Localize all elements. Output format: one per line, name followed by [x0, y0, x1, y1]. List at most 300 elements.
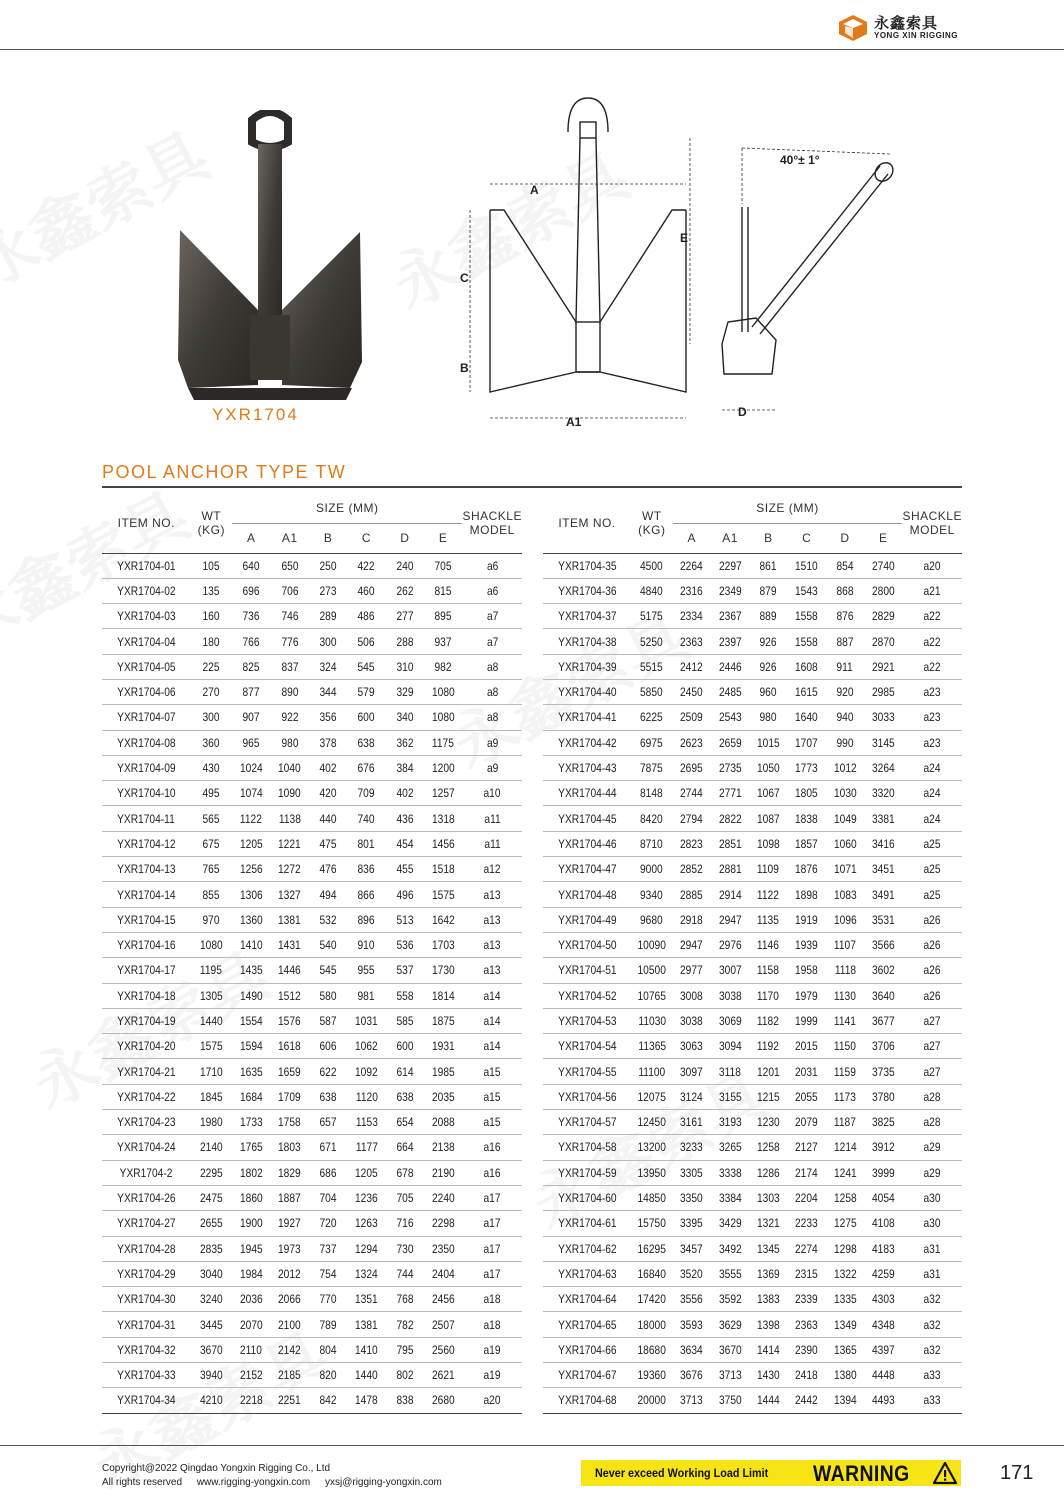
table-row — [102, 1236, 522, 1261]
table-cell: 8420 — [631, 806, 673, 831]
table-cell: 3338 — [711, 1160, 749, 1185]
table-cell: 1999 — [788, 1008, 826, 1033]
table-row — [102, 1008, 522, 1033]
table-cell: 776 — [270, 629, 309, 654]
table-cell: 676 — [347, 755, 386, 780]
table-cell: 4183 — [864, 1236, 902, 1261]
table-row — [543, 1135, 962, 1160]
table-cell: 2138 — [424, 1135, 463, 1160]
table-cell: 926 — [749, 629, 787, 654]
table-cell: 671 — [309, 1135, 347, 1160]
table-cell: 2412 — [673, 654, 711, 679]
table-cell: 1919 — [788, 907, 826, 932]
table-cell: 1410 — [347, 1337, 386, 1362]
website-link[interactable]: www.rigging-yongxin.com — [196, 1477, 311, 1488]
table-cell: 2079 — [788, 1110, 826, 1135]
table-cell: 3038 — [673, 1008, 711, 1033]
section-title: POOL ANCHOR TYPE TW — [102, 462, 347, 482]
table-cell: 640 — [232, 553, 271, 578]
table-cell: a27 — [902, 1008, 962, 1033]
table-cell: 1122 — [749, 882, 787, 907]
table-row — [543, 1008, 962, 1033]
table-cell: a25 — [902, 857, 962, 882]
table-cell: 3713 — [673, 1388, 711, 1413]
table-cell: 422 — [347, 553, 386, 578]
table-cell: YXR1704-12 — [102, 831, 191, 856]
table-cell: 837 — [270, 654, 309, 679]
table-row — [102, 907, 522, 932]
table-cell: 402 — [309, 755, 347, 780]
table-cell: YXR1704-10 — [102, 781, 191, 806]
spec-table-left — [102, 493, 522, 1414]
table-cell: 545 — [347, 654, 386, 679]
table-cell: 1074 — [232, 781, 271, 806]
table-cell: 600 — [386, 1034, 424, 1059]
table-cell: a31 — [902, 1261, 962, 1286]
table-cell: YXR1704-68 — [543, 1388, 631, 1413]
table-cell: YXR1704-34 — [102, 1388, 191, 1413]
table-cell: YXR1704-37 — [543, 604, 631, 629]
table-cell: 770 — [309, 1287, 347, 1312]
title-rule — [102, 486, 962, 488]
table-cell: 1322 — [826, 1261, 864, 1286]
table-row — [543, 654, 962, 679]
table-cell: 3416 — [864, 831, 902, 856]
table-row — [102, 553, 522, 578]
table-cell: 16295 — [631, 1236, 673, 1261]
table-cell: 606 — [309, 1034, 347, 1059]
table-row — [543, 1312, 962, 1337]
table-cell: 3670 — [191, 1337, 232, 1362]
table-cell: 1177 — [347, 1135, 386, 1160]
table-cell: 1394 — [826, 1388, 864, 1413]
table-cell: 1122 — [232, 806, 271, 831]
table-cell: 2274 — [788, 1236, 826, 1261]
table-cell: 1303 — [749, 1185, 787, 1210]
table-cell: 6975 — [631, 730, 673, 755]
table-cell: 1098 — [749, 831, 787, 856]
table-cell: 536 — [386, 932, 424, 957]
table-cell: 240 — [386, 553, 424, 578]
table-cell: a18 — [462, 1287, 522, 1312]
table-cell: 1275 — [826, 1211, 864, 1236]
table-cell: a26 — [902, 932, 962, 957]
table-cell: YXR1704-63 — [543, 1261, 631, 1286]
table-cell: 3999 — [864, 1160, 902, 1185]
table-cell: a27 — [902, 1034, 962, 1059]
table-cell: YXR1704-22 — [102, 1084, 191, 1109]
table-cell: 782 — [386, 1312, 424, 1337]
table-cell: YXR1704-32 — [102, 1337, 191, 1362]
table-cell: YXR1704-54 — [543, 1034, 631, 1059]
table-cell: 18680 — [631, 1337, 673, 1362]
table-cell: 8148 — [631, 781, 673, 806]
table-cell: a20 — [462, 1388, 522, 1413]
table-cell: 1875 — [424, 1008, 463, 1033]
table-cell: 1931 — [424, 1034, 463, 1059]
table-row — [543, 730, 962, 755]
table-cell: 2204 — [788, 1185, 826, 1210]
table-cell: a8 — [462, 679, 522, 704]
table-cell: 2655 — [191, 1211, 232, 1236]
table-cell: 709 — [347, 781, 386, 806]
email-link[interactable]: yxsj@rigging-yongxin.com — [324, 1477, 442, 1488]
table-cell: 1318 — [424, 806, 463, 831]
table-cell: 980 — [270, 730, 309, 755]
table-cell: 970 — [191, 907, 232, 932]
table-cell: 262 — [386, 578, 424, 603]
table-cell: 2339 — [788, 1287, 826, 1312]
table-cell: 2507 — [424, 1312, 463, 1337]
table-cell: 920 — [826, 679, 864, 704]
table-cell: a7 — [462, 604, 522, 629]
table-cell: 980 — [749, 705, 787, 730]
table-cell: 2240 — [424, 1185, 463, 1210]
table-cell: 19360 — [631, 1363, 673, 1388]
table-cell: 876 — [826, 604, 864, 629]
table-cell: 1192 — [749, 1034, 787, 1059]
table-cell: 3094 — [711, 1034, 749, 1059]
table-cell: 1031 — [347, 1008, 386, 1033]
table-cell: 18000 — [631, 1312, 673, 1337]
table-cell: YXR1704-57 — [543, 1110, 631, 1135]
table-cell: 1575 — [424, 882, 463, 907]
table-row — [102, 1261, 522, 1286]
table-cell: 4054 — [864, 1185, 902, 1210]
table-cell: 1803 — [270, 1135, 309, 1160]
table-cell: 436 — [386, 806, 424, 831]
table-cell: 1594 — [232, 1034, 271, 1059]
table-cell: 3640 — [864, 983, 902, 1008]
table-cell: 440 — [309, 806, 347, 831]
anchor-photo — [170, 110, 370, 400]
table-cell: 9680 — [631, 907, 673, 932]
table-cell: 3593 — [673, 1312, 711, 1337]
table-cell: 180 — [191, 629, 232, 654]
table-cell: a16 — [462, 1160, 522, 1185]
table-cell: YXR1704-35 — [543, 553, 631, 578]
table-cell: 877 — [232, 679, 271, 704]
table-cell: 2298 — [424, 1211, 463, 1236]
table-row — [543, 1059, 962, 1084]
table-cell: YXR1704-44 — [543, 781, 631, 806]
table-cell: 3429 — [711, 1211, 749, 1236]
table-cell: 855 — [191, 882, 232, 907]
table-cell: 3780 — [864, 1084, 902, 1109]
header-weight: WT (KG) — [631, 493, 673, 553]
table-cell: a12 — [462, 857, 522, 882]
table-cell: 3706 — [864, 1034, 902, 1059]
table-cell: 960 — [749, 679, 787, 704]
table-cell: 866 — [347, 882, 386, 907]
table-cell: YXR1704-48 — [543, 882, 631, 907]
table-cell: 2363 — [788, 1312, 826, 1337]
table-cell: 402 — [386, 781, 424, 806]
table-cell: 730 — [386, 1236, 424, 1261]
table-cell: a13 — [462, 907, 522, 932]
table-cell: 804 — [309, 1337, 347, 1362]
table-cell: YXR1704-07 — [102, 705, 191, 730]
table-cell: a29 — [902, 1160, 962, 1185]
table-cell: YXR1704-61 — [543, 1211, 631, 1236]
table-cell: 1860 — [232, 1185, 271, 1210]
table-row — [102, 705, 522, 730]
table-cell: 1814 — [424, 983, 463, 1008]
table-cell: 2070 — [232, 1312, 271, 1337]
table-cell: 3556 — [673, 1287, 711, 1312]
label-a1: A1 — [566, 415, 582, 429]
table-row — [102, 806, 522, 831]
table-cell: YXR1704-47 — [543, 857, 631, 882]
table-cell: 836 — [347, 857, 386, 882]
table-cell: 1345 — [749, 1236, 787, 1261]
header-dim-e: E — [864, 523, 902, 553]
table-cell: 1130 — [826, 983, 864, 1008]
table-cell: 2475 — [191, 1185, 232, 1210]
table-cell: 3161 — [673, 1110, 711, 1135]
table-cell: 3145 — [864, 730, 902, 755]
table-cell: a32 — [902, 1337, 962, 1362]
table-cell: 614 — [386, 1059, 424, 1084]
table-cell: 2823 — [673, 831, 711, 856]
table-cell: 1431 — [270, 932, 309, 957]
table-cell: 1980 — [191, 1110, 232, 1135]
table-row — [543, 907, 962, 932]
table-cell: 1298 — [826, 1236, 864, 1261]
table-cell: YXR1704-60 — [543, 1185, 631, 1210]
table-cell: 1170 — [749, 983, 787, 1008]
table-cell: a33 — [902, 1388, 962, 1413]
table-cell: 105 — [191, 553, 232, 578]
table-cell: 937 — [424, 629, 463, 654]
table-row — [102, 958, 522, 983]
header-size: SIZE (MM) — [673, 493, 903, 523]
table-cell: YXR1704-26 — [102, 1185, 191, 1210]
table-cell: 650 — [270, 553, 309, 578]
warning-text: Never exceed Working Load Limit — [595, 1466, 769, 1480]
table-row — [543, 781, 962, 806]
table-cell: 2456 — [424, 1287, 463, 1312]
table-cell: YXR1704-01 — [102, 553, 191, 578]
table-cell: 2142 — [270, 1337, 309, 1362]
table-cell: YXR1704-30 — [102, 1287, 191, 1312]
header-dim-c: C — [347, 523, 386, 553]
table-row — [543, 1388, 962, 1413]
table-cell: 2334 — [673, 604, 711, 629]
table-cell: 3118 — [711, 1059, 749, 1084]
table-cell: 17420 — [631, 1287, 673, 1312]
table-cell: 955 — [347, 958, 386, 983]
table-cell: 3670 — [711, 1337, 749, 1362]
table-cell: 495 — [191, 781, 232, 806]
table-cell: 2015 — [788, 1034, 826, 1059]
table-cell: 6225 — [631, 705, 673, 730]
table-cell: a10 — [462, 781, 522, 806]
table-cell: 3040 — [191, 1261, 232, 1286]
table-cell: 3350 — [673, 1185, 711, 1210]
table-cell: a9 — [462, 755, 522, 780]
table-cell: a13 — [462, 882, 522, 907]
table-cell: 7875 — [631, 755, 673, 780]
table-cell: 2088 — [424, 1110, 463, 1135]
table-cell: 1015 — [749, 730, 787, 755]
table-cell: YXR1704-19 — [102, 1008, 191, 1033]
table-row — [543, 553, 962, 578]
table-cell: 1558 — [788, 629, 826, 654]
table-row — [102, 1388, 522, 1413]
table-cell: 1456 — [424, 831, 463, 856]
table-cell: 1205 — [347, 1160, 386, 1185]
table-cell: a26 — [902, 958, 962, 983]
table-cell: 740 — [347, 806, 386, 831]
table-cell: 1659 — [270, 1059, 309, 1084]
header-dim-a: A — [232, 523, 271, 553]
table-cell: 1430 — [749, 1363, 787, 1388]
table-row — [543, 932, 962, 957]
table-cell: a28 — [902, 1110, 962, 1135]
table-cell: 1012 — [826, 755, 864, 780]
table-cell: 3592 — [711, 1287, 749, 1312]
table-cell: 2835 — [191, 1236, 232, 1261]
table-cell: 1195 — [191, 958, 232, 983]
table-cell: 3531 — [864, 907, 902, 932]
table-cell: 1615 — [788, 679, 826, 704]
table-cell: 704 — [309, 1185, 347, 1210]
table-cell: 1230 — [749, 1110, 787, 1135]
table-cell: a7 — [462, 629, 522, 654]
table-cell: 454 — [386, 831, 424, 856]
table-cell: 2881 — [711, 857, 749, 882]
table-cell: 1558 — [788, 604, 826, 629]
table-cell: 3677 — [864, 1008, 902, 1033]
table-cell: 3384 — [711, 1185, 749, 1210]
table-cell: 1773 — [788, 755, 826, 780]
table-row — [102, 1211, 522, 1236]
table-cell: 1478 — [347, 1388, 386, 1413]
table-cell: 1733 — [232, 1110, 271, 1135]
table-cell: 2035 — [424, 1084, 463, 1109]
table-cell: 2315 — [788, 1261, 826, 1286]
table-cell: 3492 — [711, 1236, 749, 1261]
table-cell: 2680 — [424, 1388, 463, 1413]
table-cell: YXR1704-29 — [102, 1261, 191, 1286]
table-cell: 4500 — [631, 553, 673, 578]
table-cell: 2297 — [711, 553, 749, 578]
table-cell: a19 — [462, 1363, 522, 1388]
table-cell: a13 — [462, 958, 522, 983]
table-cell: 654 — [386, 1110, 424, 1135]
table-cell: 765 — [191, 857, 232, 882]
table-cell: 926 — [749, 654, 787, 679]
table-cell: YXR1704-56 — [543, 1084, 631, 1109]
table-cell: 2852 — [673, 857, 711, 882]
table-cell: 2031 — [788, 1059, 826, 1084]
table-cell: 3457 — [673, 1236, 711, 1261]
table-cell: 696 — [232, 578, 271, 603]
table-cell: 2218 — [232, 1388, 271, 1413]
table-cell: 513 — [386, 907, 424, 932]
table-cell: 3381 — [864, 806, 902, 831]
table-cell: 1900 — [232, 1211, 271, 1236]
table-cell: YXR1704-46 — [543, 831, 631, 856]
table-cell: 3676 — [673, 1363, 711, 1388]
header-dim-b: B — [749, 523, 787, 553]
table-cell: 1236 — [347, 1185, 386, 1210]
table-cell: 922 — [270, 705, 309, 730]
table-cell: 1092 — [347, 1059, 386, 1084]
table-cell: 1414 — [749, 1337, 787, 1362]
table-row — [543, 1034, 962, 1059]
table-cell: 2367 — [711, 604, 749, 629]
table-row — [102, 1363, 522, 1388]
table-row — [102, 1084, 522, 1109]
table-cell: 768 — [386, 1287, 424, 1312]
table-cell: 2485 — [711, 679, 749, 704]
table-cell: 2947 — [711, 907, 749, 932]
header-rule — [0, 49, 1064, 50]
table-cell: 2295 — [191, 1160, 232, 1185]
table-cell: 1829 — [270, 1160, 309, 1185]
table-cell: 1286 — [749, 1160, 787, 1185]
table-cell: 289 — [309, 604, 347, 629]
table-cell: 273 — [309, 578, 347, 603]
table-cell: 1410 — [232, 932, 271, 957]
table-cell: 9340 — [631, 882, 673, 907]
table-cell: 838 — [386, 1388, 424, 1413]
table-cell: 1257 — [424, 781, 463, 806]
table-cell: a26 — [902, 983, 962, 1008]
table-cell: 3193 — [711, 1110, 749, 1135]
table-cell: 2233 — [788, 1211, 826, 1236]
table-cell: 288 — [386, 629, 424, 654]
table-row — [102, 1337, 522, 1362]
table-cell: 3008 — [673, 983, 711, 1008]
table-cell: 1398 — [749, 1312, 787, 1337]
table-cell: 2450 — [673, 679, 711, 704]
table-cell: 815 — [424, 578, 463, 603]
table-cell: 1135 — [749, 907, 787, 932]
table-cell: 277 — [386, 604, 424, 629]
table-cell: 1258 — [826, 1185, 864, 1210]
table-cell: 879 — [749, 578, 787, 603]
table-cell: YXR1704-23 — [102, 1110, 191, 1135]
table-cell: a15 — [462, 1110, 522, 1135]
table-row — [102, 730, 522, 755]
table-cell: 2543 — [711, 705, 749, 730]
table-cell: 5515 — [631, 654, 673, 679]
table-cell: 705 — [424, 553, 463, 578]
table-cell: 13200 — [631, 1135, 673, 1160]
table-cell: YXR1704-50 — [543, 932, 631, 957]
table-cell: 716 — [386, 1211, 424, 1236]
table-row — [543, 831, 962, 856]
table-cell: 324 — [309, 654, 347, 679]
table-cell: 1215 — [749, 1084, 787, 1109]
table-cell: 825 — [232, 654, 271, 679]
table-cell: 1518 — [424, 857, 463, 882]
table-cell: 4108 — [864, 1211, 902, 1236]
table-cell: a21 — [902, 578, 962, 603]
table-cell: 494 — [309, 882, 347, 907]
table-cell: 1575 — [191, 1034, 232, 1059]
label-a: A — [530, 183, 539, 197]
company-logo — [838, 14, 958, 42]
table-cell: a17 — [462, 1261, 522, 1286]
table-cell: 1709 — [270, 1084, 309, 1109]
table-cell: 1153 — [347, 1110, 386, 1135]
table-cell: 1435 — [232, 958, 271, 983]
table-row — [543, 958, 962, 983]
